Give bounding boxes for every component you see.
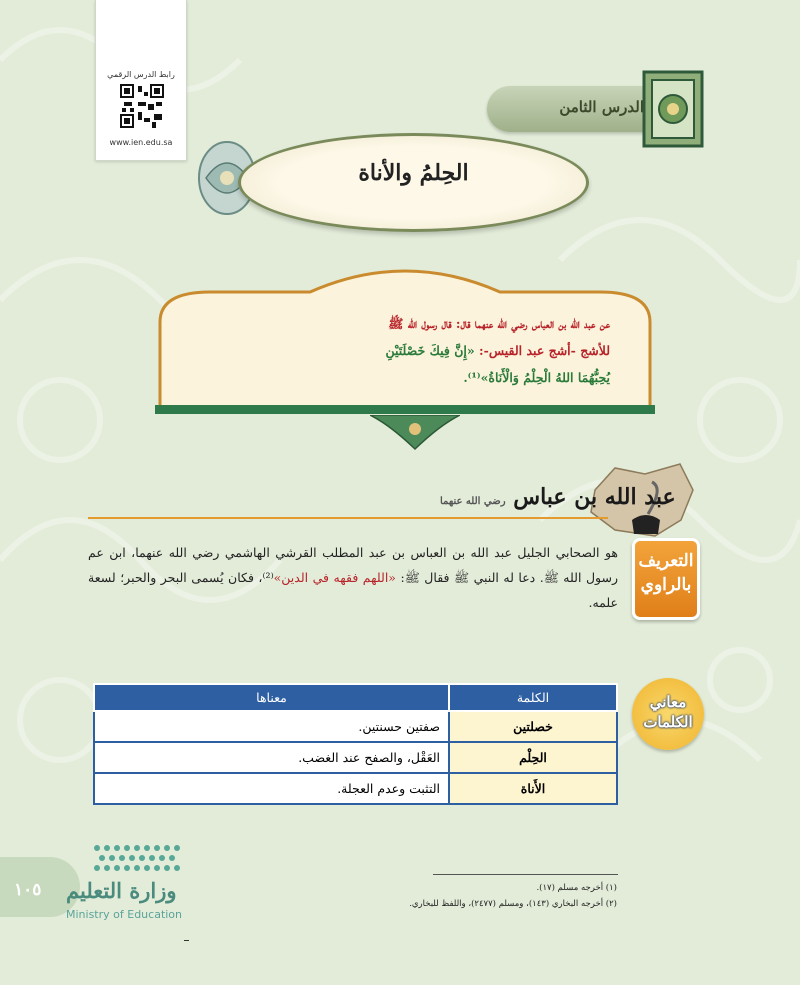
hadith-line-2-intro: للأشج -أشج عبد القيس-:	[474, 343, 610, 358]
narrator-honorific: رضي الله عنهما	[440, 496, 506, 507]
narrator-name	[440, 484, 676, 510]
narrator-bio-part-1: هو الصحابي الجليل عبد الله بن العباس بن عبد المطلب القرشي الهاشمي رضي الله عنهما، ابن عم رسول الله ﷺ. دعا له النبي ﷺ فقال ﷺ:	[88, 545, 618, 585]
corner-ornament-icon	[638, 66, 708, 152]
page-mark	[184, 940, 189, 941]
qr-url[interactable]: www.ien.edu.sa	[109, 138, 173, 147]
header-meaning: معناها	[94, 684, 449, 711]
meaning-cell: التثبت وعدم العجلة.	[94, 773, 449, 804]
hadith-line-3: يُحِبُّهُمَا اللهُ الْحِلْمُ وَالْأَنَاةُ»⁽¹⁾.	[463, 370, 610, 385]
narrator-name-text: عبد الله بن عباس	[513, 484, 676, 510]
hadith-text	[210, 310, 610, 391]
narrator-bio-quote: «اللهم فقهه في الدين»	[273, 570, 396, 585]
word-cell: الحِلْم	[449, 742, 617, 773]
ministry-logo-icon	[92, 840, 187, 880]
meaning-cell: العَقْل، والصفح عند الغضب.	[94, 742, 449, 773]
word-cell: الأَناة	[449, 773, 617, 804]
meanings-table-header	[94, 684, 617, 711]
table-row	[94, 773, 617, 804]
ministry-name-en: Ministry of Education	[66, 908, 183, 921]
meanings-section-tag	[632, 678, 704, 750]
meaning-cell: صفتين حسنتين.	[94, 711, 449, 742]
narrator-tag-line-2: بالراوي	[640, 575, 692, 595]
lesson-label: الدرس الثامن	[559, 98, 644, 116]
qr-panel	[95, 0, 187, 161]
footnote-divider	[433, 874, 618, 875]
qr-caption: رابط الدرس الرقمي	[107, 70, 175, 79]
narrator-tag-line-1: التعريف	[638, 551, 694, 571]
meanings-table	[93, 683, 618, 805]
footnote-2: (٢) أخرجه البخاري (١٤٣)، ومسلم (٢٤٧٧)، واللفظ للبخاري.	[409, 899, 617, 909]
narrator-bio-part-2: ⁽²⁾، فكان يُسمى البحر والحبر؛ لسعة علمه.	[88, 570, 618, 610]
ministry-name-ar: وزارة التعليم	[66, 878, 177, 903]
hadith-base-ornament-icon	[370, 415, 460, 453]
hadith-quote-start: «إِنَّ فِيكَ خَصْلَتَيْنِ	[385, 343, 475, 358]
header-word: الكلمة	[449, 684, 617, 711]
meanings-tag-line-2: الكلمات	[643, 713, 693, 731]
table-row	[94, 742, 617, 773]
meanings-tag-line-1: معاني	[649, 693, 687, 711]
narrator-section-tag	[632, 538, 700, 620]
lesson-title: الحِلمُ والأناة	[358, 160, 469, 186]
table-row	[94, 711, 617, 742]
qr-code-icon[interactable]	[120, 84, 164, 128]
lesson-title-frame	[238, 133, 589, 232]
footnote-1: (١) أخرجه مسلم (١٧).	[536, 883, 617, 893]
narrator-bio	[88, 540, 618, 615]
hadith-line-2	[210, 337, 610, 364]
page-number: ١٠٥	[14, 880, 42, 900]
section-divider	[88, 517, 608, 519]
hadith-line-1: عن عبد الله بن العباس رضي الله عنهما قال: قال رسول الله ﷺ	[388, 316, 610, 331]
word-cell: خصلتين	[449, 711, 617, 742]
